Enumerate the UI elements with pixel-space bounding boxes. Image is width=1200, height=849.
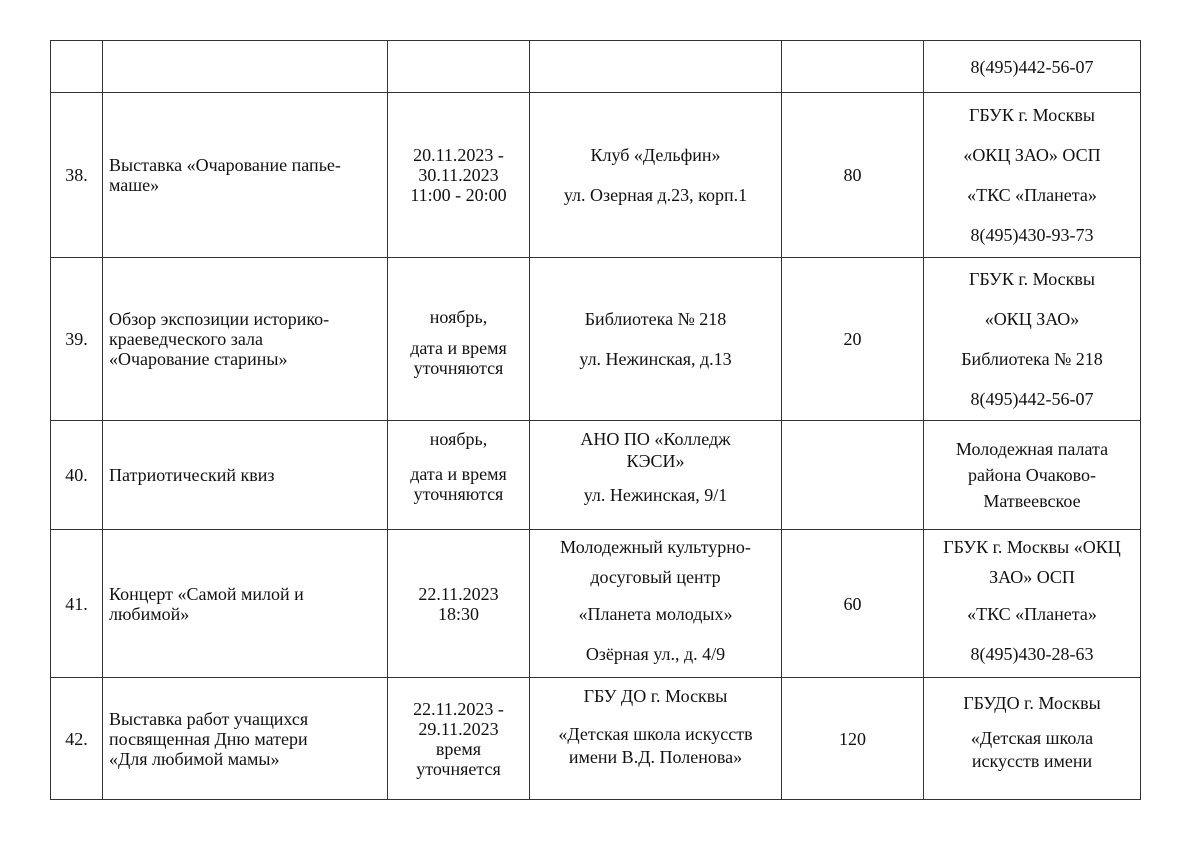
event-name-line: Концерт «Самой милой и (109, 583, 304, 604)
organizer-line: «ТКС «Планета» (967, 185, 1097, 205)
event-place-line: АНО ПО «Колледж (580, 429, 731, 449)
organizer-line: Молодежная палата (955, 439, 1109, 459)
event-place-line: «Детская школа искусств (558, 724, 753, 744)
event-date-line: 11:00 - 20:00 (410, 185, 507, 205)
event-place (530, 530, 782, 678)
event-date-line: 20.11.2023 - (413, 145, 504, 165)
organizer-line: «Детская школа (970, 728, 1094, 748)
event-date-line: ноябрь, (429, 307, 488, 327)
table-row (51, 41, 1141, 93)
table-row (51, 530, 1141, 678)
event-place (530, 93, 782, 258)
event-name-line: посвященная Дню матери (109, 728, 308, 749)
organizer-phone: 8(495)442-56-07 (970, 389, 1094, 409)
event-name-line: Выставка работ учащихся (109, 708, 309, 729)
event-name (103, 258, 388, 421)
participant-count: 80 (782, 93, 924, 258)
event-place-line: имени В.Д. Поленова» (568, 747, 743, 767)
organizer-line: ГБУК г. Москвы «ОКЦ (943, 536, 1121, 557)
event-place (530, 41, 782, 93)
organizer-line: искусств имени (971, 751, 1093, 771)
organizer-line: ЗАО» ОСП (989, 566, 1075, 587)
participant-count (782, 41, 924, 93)
event-place-line: Озёрная ул., д. 4/9 (585, 643, 726, 664)
organizer-line: ГБУК г. Москвы (968, 105, 1096, 125)
organizer-line: ГБУК г. Москвы (968, 269, 1096, 289)
event-date-line: уточняются (413, 484, 504, 504)
organizer-line: Библиотека № 218 (961, 349, 1103, 369)
event-date (388, 93, 530, 258)
participant-count: 120 (782, 678, 924, 800)
row-number (51, 41, 103, 93)
event-name-line: Выставка «Очарование папье- (109, 155, 341, 175)
participant-count (782, 421, 924, 530)
organizer (924, 258, 1141, 421)
row-number: 38. (51, 93, 103, 258)
row-number: 41. (51, 530, 103, 678)
table-row (51, 421, 1141, 530)
event-date-line: уточняется (416, 758, 501, 779)
organizer-line: Матвеевское (983, 491, 1081, 511)
event-date-line: 18:30 (437, 603, 479, 624)
table-row (51, 93, 1141, 258)
event-name-line: «Для любимой мамы» (109, 748, 280, 769)
event-date-line: время (435, 738, 482, 759)
event-place-line: ул. Нежинская, д.13 (579, 349, 732, 369)
table-row (51, 678, 1141, 800)
event-place (530, 678, 782, 800)
event-date (388, 258, 530, 421)
event-place (530, 421, 782, 530)
row-number: 42. (51, 678, 103, 800)
event-name (103, 678, 388, 800)
organizer-line: ГБУДО г. Москвы (963, 693, 1101, 713)
participant-count: 60 (782, 530, 924, 678)
organizer-line: «ТКС «Планета» (967, 603, 1097, 624)
event-name-line: Обзор экспозиции историко- (109, 309, 330, 329)
event-name-line: краеведческого зала (109, 329, 264, 349)
event-place-line: КЭСИ» (626, 451, 685, 471)
event-name-line: «Очарование старины» (109, 349, 288, 369)
event-place-line: ГБУ ДО г. Москвы (583, 686, 728, 706)
organizer (924, 530, 1141, 678)
row-number: 40. (51, 421, 103, 530)
event-date-line: уточняются (413, 358, 504, 378)
event-place-line: Молодежный культурно- (560, 536, 751, 557)
event-date (388, 41, 530, 93)
event-place-line: ул. Нежинская, 9/1 (583, 485, 728, 505)
event-name (103, 41, 388, 93)
organizer-line: района Очаково- (968, 465, 1096, 485)
organizer-phone: 8(495)442-56-07 (970, 56, 1094, 77)
events-table (50, 40, 1141, 800)
event-place-line: ул. Озерная д.23, корп.1 (563, 185, 748, 205)
event-place-line: Библиотека № 218 (584, 309, 727, 329)
event-name (103, 93, 388, 258)
event-place-line: досуговый центр (590, 566, 721, 587)
event-date-line: дата и время (410, 338, 507, 358)
organizer (924, 421, 1141, 530)
event-name (103, 421, 388, 530)
event-date-line: дата и время (410, 464, 507, 484)
table-row (51, 258, 1141, 421)
organizer-line: «ОКЦ ЗАО» ОСП (963, 145, 1101, 165)
event-name (103, 530, 388, 678)
event-date-line: 22.11.2023 (418, 583, 499, 604)
event-date-line: ноябрь, (429, 429, 488, 449)
organizer (924, 93, 1141, 258)
participant-count: 20 (782, 258, 924, 421)
event-name-line: Патриотический квиз (109, 465, 275, 485)
organizer-line: «ОКЦ ЗАО» (984, 309, 1080, 329)
event-date (388, 530, 530, 678)
event-name-line: любимой» (109, 603, 190, 624)
event-place-line: «Планета молодых» (578, 603, 733, 624)
event-date-line: 29.11.2023 (418, 718, 499, 739)
event-date (388, 421, 530, 530)
event-place-line: Клуб «Дельфин» (590, 145, 721, 165)
event-place (530, 258, 782, 421)
event-date-line: 30.11.2023 (418, 165, 499, 185)
organizer-phone: 8(495)430-93-73 (970, 225, 1094, 245)
organizer-phone: 8(495)430-28-63 (970, 643, 1094, 664)
row-number: 39. (51, 258, 103, 421)
organizer (924, 41, 1141, 93)
event-date-line: 22.11.2023 - (413, 698, 504, 719)
event-date (388, 678, 530, 800)
event-name-line: маше» (109, 175, 160, 195)
organizer (924, 678, 1141, 800)
